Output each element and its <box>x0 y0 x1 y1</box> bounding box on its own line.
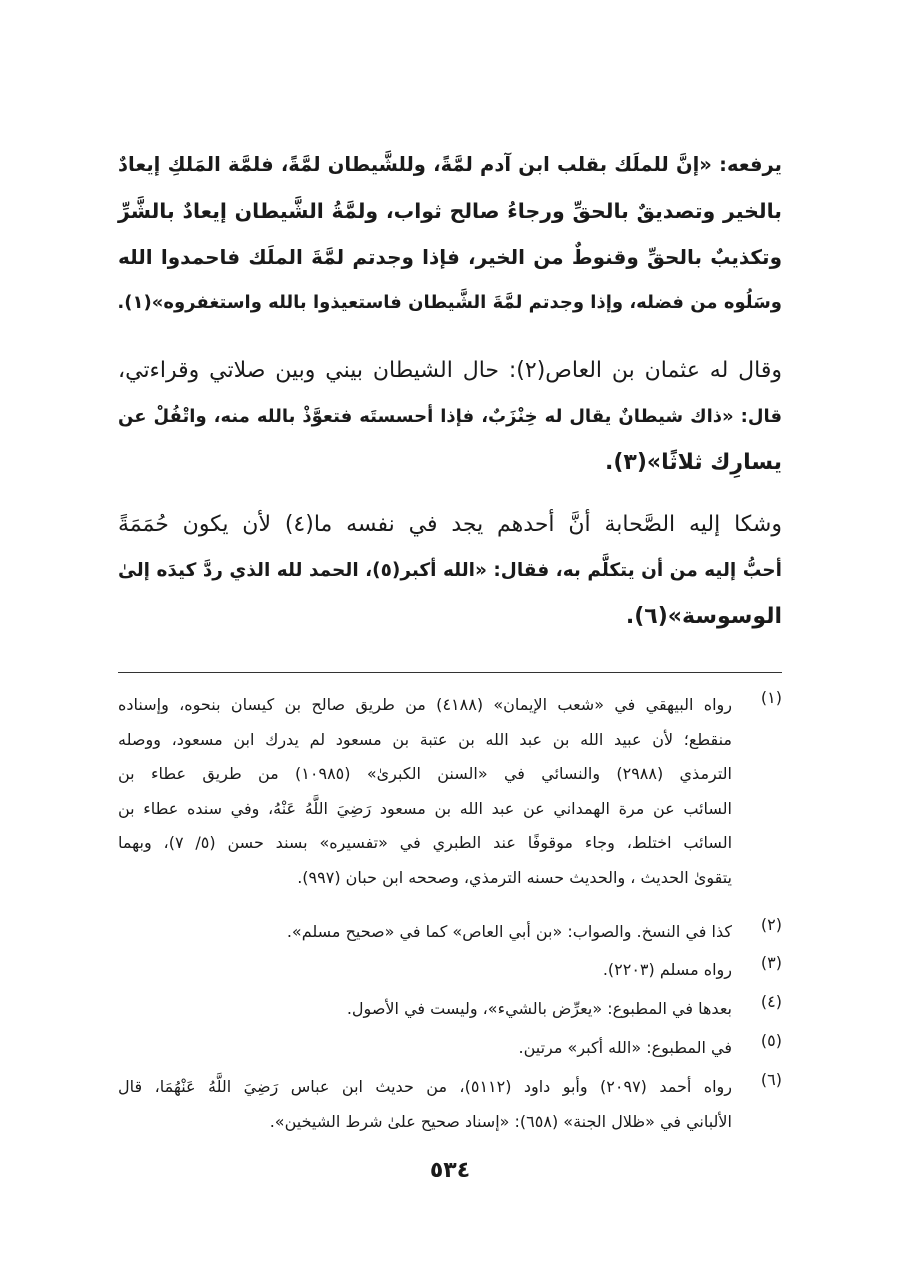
text-line: قال: «ذاك شيطانٌ يقال له خِنْزَبٌ، فإذا أحسستَه فتعوَّذْ بالله منه، واتْفُلْ عن <box>118 406 782 427</box>
footnote-line: السائب عن مرة الهمداني عن عبد الله بن مسعود رَضِيَ اللَّهُ عَنْهُ، وفي سنده عطاء بن <box>118 798 732 818</box>
text-line: وشكا إليه الصَّحابة أنَّ أحدهم يجد في نفسه ما(٤) لأن يكون حُمَمَةً <box>118 512 782 537</box>
footnote-6 <box>118 1070 782 1139</box>
main-paragraph-3 <box>118 502 782 640</box>
footnote-number: (٦) <box>760 1070 782 1089</box>
footnote-line: الألباني في «ظلال الجنة» (٦٥٨): «إسناد صحيح علىٰ شرط الشيخين». <box>269 1111 732 1131</box>
footnote-line: رواه أحمد (٢٠٩٧) وأبو داود (٥١١٢)، من حديث ابن عباس رَضِيَ اللَّهُ عَنْهُمَا، قال <box>118 1077 732 1096</box>
text-line: يسارِك ثلاثًا»(٣). <box>604 450 782 475</box>
footnote-line: رواه مسلم (٢٢٠٣). <box>602 960 732 979</box>
page-number: ٥٣٤ <box>429 1158 471 1183</box>
footnote-3 <box>118 953 782 988</box>
footnote-divider <box>118 672 782 673</box>
text-line: وسَلُوه من فضله، وإذا وجدتم لمَّةَ الشَّيطان فاستعيذوا بالله واستغفروه»(١). <box>117 292 782 313</box>
text-line: يرفعه: «إنَّ للملَك بقلب ابن آدم لمَّةً، وللشَّيطان لمَّةً، فلمَّة المَلكِ إيعادٌ <box>118 153 782 176</box>
footnote-line: الترمذي (٢٩٨٨) والنسائي في «السنن الكبرىٰ» (١٠٩٨٥) من طريق عطاء بن <box>118 764 733 783</box>
text-line: وقال له عثمان بن العاص(٢): حال الشيطان بيني وبين صلاتي وقراءتي، <box>118 358 782 383</box>
footnote-number: (٣) <box>760 953 782 972</box>
footnote-line: رواه البيهقي في «شعب الإيمان» (٤١٨٨) من طريق صالح بن كيسان بنحوه، وإسناده <box>118 695 733 714</box>
main-paragraph-2 <box>118 348 782 486</box>
footnote-number: (٤) <box>760 992 782 1011</box>
footnote-line: في المطبوع: «الله أكبر» مرتين. <box>518 1038 732 1057</box>
footnote-line: السائب اختلط، وجاء موقوفًا عند الطبري في «تفسيره» بسند حسن (٥/ ٧)، وبهما <box>118 833 733 852</box>
footnote-line: منقطع؛ لأن عبيد الله بن عبد الله بن عتبة بن مسعود لم يدرك ابن مسعود، ووصله <box>118 729 732 749</box>
text-line: وتكذيبٌ بالحقِّ وقنوطٌ من الخير، فإذا وجدتم لمَّةَ الملَك فاحمدوا الله <box>118 245 782 269</box>
footnote-5 <box>118 1031 782 1066</box>
footnote-1 <box>118 688 782 895</box>
footnote-4 <box>118 992 782 1027</box>
footnote-number: (١) <box>760 688 782 707</box>
footnote-line: كذا في النسخ. والصواب: «بن أبي العاص» كما في «صحيح مسلم». <box>286 922 732 941</box>
footnote-line: يتقوىٰ الحديث ، والحديث حسنه الترمذي، وصححه ابن حبان (٩٩٧). <box>297 867 732 887</box>
text-line: أحبُّ إليه من أن يتكلَّم به، فقال: «الله أكبر(٥)، الحمد لله الذي ردَّ كيدَه إلىٰ <box>118 560 782 581</box>
footnote-2 <box>118 915 782 950</box>
text-line: بالخير وتصديقٌ بالحقِّ ورجاءُ صالح ثواب، ولمَّةُ الشَّيطان إيعادٌ بالشَّرِّ <box>118 199 782 223</box>
main-paragraph-1 <box>118 142 782 326</box>
footnote-number: (٥) <box>760 1031 782 1050</box>
footnote-number: (٢) <box>760 915 782 934</box>
footnote-line: بعدها في المطبوع: «يعرِّض بالشيء»، وليست في الأصول. <box>346 999 732 1018</box>
text-line: الوسوسة»(٦). <box>625 604 782 629</box>
